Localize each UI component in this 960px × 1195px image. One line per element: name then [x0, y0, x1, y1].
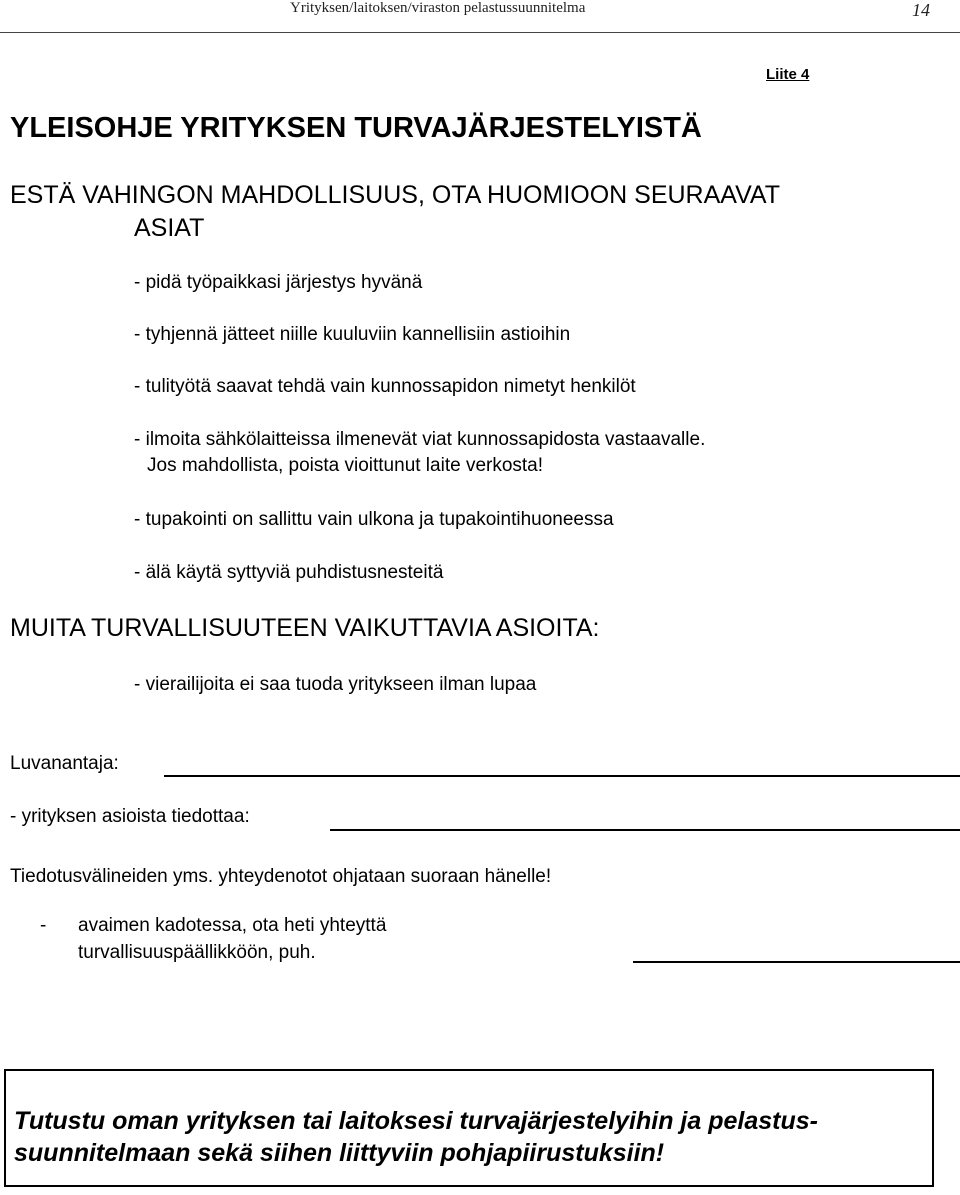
notice-line2: suunnitelmaan sekä siihen liittyviin pohjapiirustuksiin!: [14, 1139, 665, 1167]
list-item: [134, 427, 705, 479]
notice-line1: Tutustu oman yrityksen tai laitoksesi turvajärjestelyihin ja pelastus-: [14, 1107, 818, 1135]
notice-text: [14, 1105, 924, 1169]
permit-giver-blank-line: [164, 775, 960, 777]
key-lost-item: [40, 912, 386, 966]
section1-heading-line2: ASIAT: [134, 214, 205, 242]
list-item: - älä käytä syttyviä puhdistusnesteitä: [134, 562, 444, 583]
page-title: YLEISOHJE YRITYKSEN TURVAJÄRJESTELYISTÄ: [10, 112, 702, 144]
header-divider: [0, 32, 960, 33]
key-lost-line1: avaimen kadotessa, ota heti yhteyttä: [78, 915, 387, 936]
appendix-label: Liite 4: [766, 66, 810, 83]
list-item-continuation: Jos mahdollista, poista vioittunut laite verkosta!: [147, 455, 544, 476]
list-item: - tulityötä saavat tehdä vain kunnossapidon nimetyt henkilöt: [134, 376, 636, 397]
section2-heading: MUITA TURVALLISUUTEEN VAIKUTTAVIA ASIOITA:: [10, 614, 600, 642]
permit-giver-label: Luvanantaja:: [10, 753, 119, 774]
notice-box: [4, 1069, 934, 1187]
section1-heading-line1: ESTÄ VAHINGON MAHDOLLISUUS, OTA HUOMIOON SEURAAVAT: [10, 181, 781, 209]
phone-blank-line: [633, 961, 960, 963]
list-item: - vierailijoita ei saa tuoda yritykseen ilman lupaa: [134, 674, 537, 695]
company-info-label: - yrityksen asioista tiedottaa:: [10, 806, 250, 827]
key-lost-line2: turvallisuuspäällikköön, puh.: [78, 942, 316, 963]
list-item: - pidä työpaikkasi järjestys hyvänä: [134, 272, 423, 293]
media-note: Tiedotusvälineiden yms. yhteydenotot ohjataan suoraan hänelle!: [10, 866, 552, 887]
company-info-blank-line: [330, 829, 960, 831]
key-lost-dash: -: [40, 915, 47, 936]
page-number: 14: [912, 0, 930, 20]
list-item: - tyhjennä jätteet niille kuuluviin kannellisiin astioihin: [134, 324, 571, 345]
running-header-title: Yrityksen/laitoksen/viraston pelastussuunnitelma: [290, 0, 586, 16]
list-item-text: - ilmoita sähkölaitteissa ilmenevät viat kunnossapidosta vastaavalle.: [134, 429, 706, 450]
section1-heading: [10, 179, 780, 245]
list-item: - tupakointi on sallittu vain ulkona ja tupakointihuoneessa: [134, 509, 614, 530]
